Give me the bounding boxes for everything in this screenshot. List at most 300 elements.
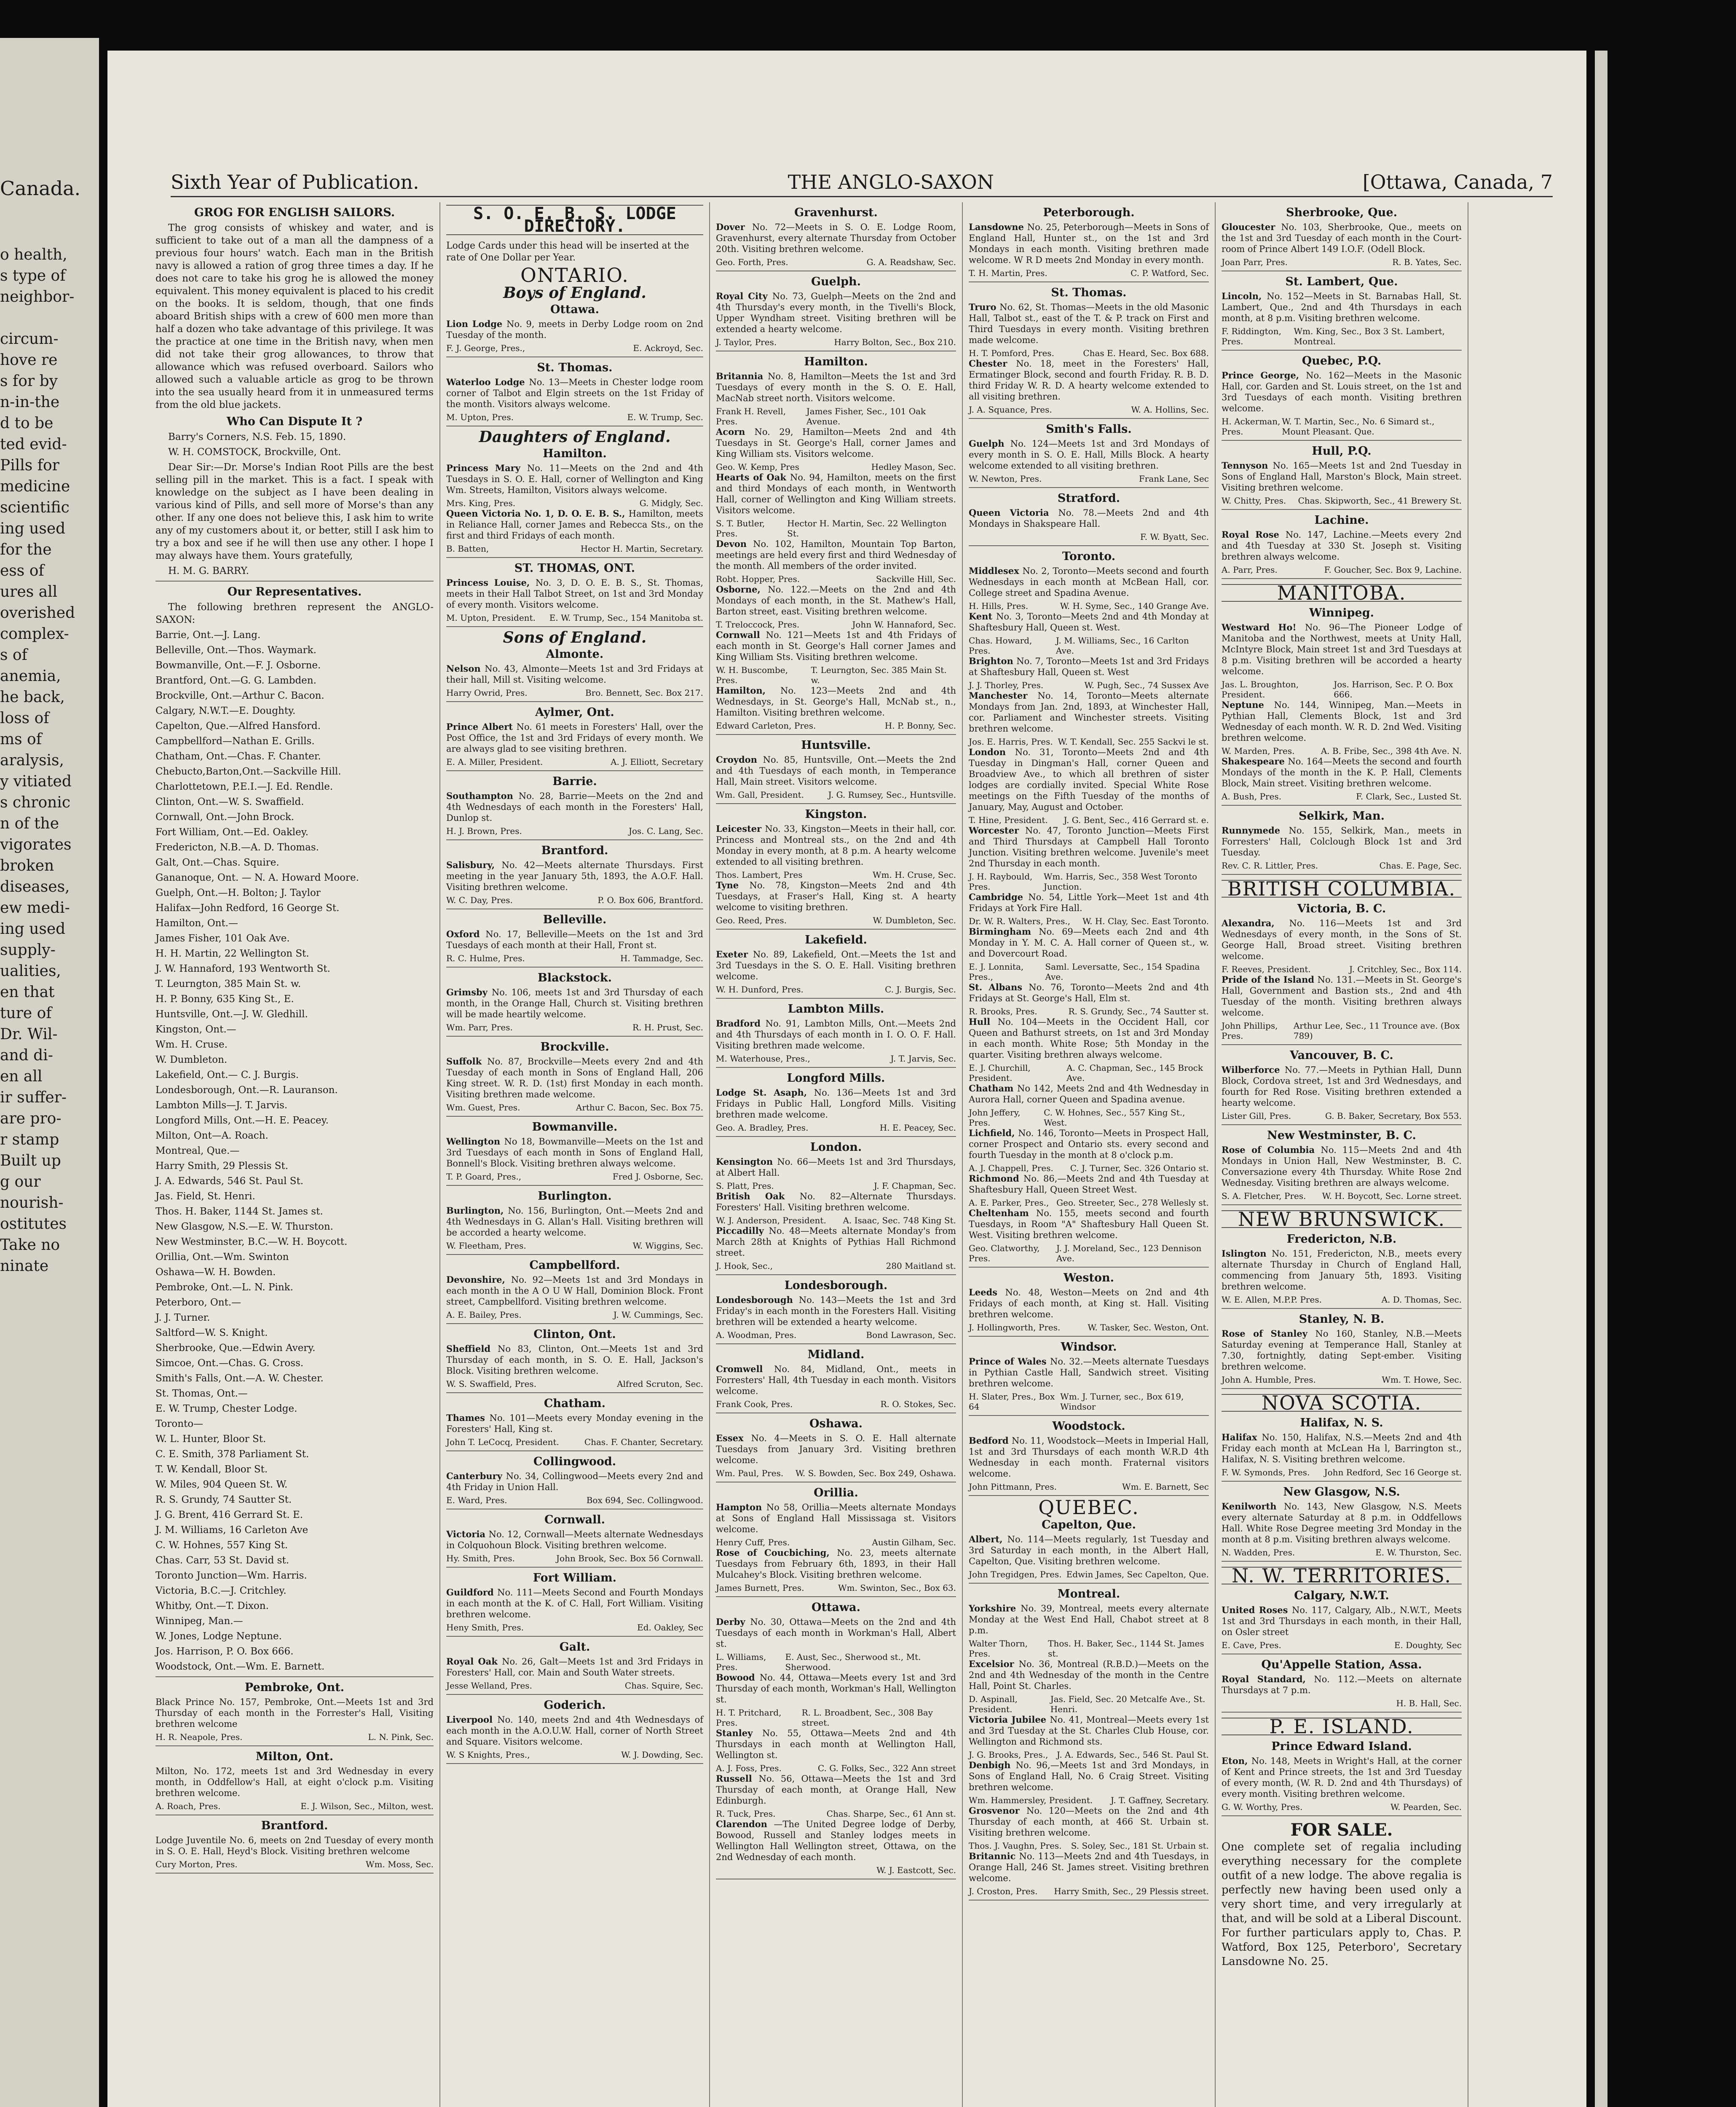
lodge-name: Lichfield, [969,1128,1018,1138]
officer-name: Harry Bolton, Sec., Box 210. [834,337,956,347]
page-header [171,171,1553,197]
paragraph: Campbellford—Nathan E. Grills. [155,736,315,747]
town-heading: Milton, Ont. [255,1750,334,1763]
lodge-card [969,438,1209,471]
paragraph: Pembroke, Ont.—L. N. Pink. [155,1282,293,1293]
lodge-name: Rose of Stanley [1222,1328,1315,1339]
divider [446,839,703,840]
officer-name: E. W. Thurston, Sec. [1375,1547,1462,1557]
lodge-card [446,860,703,893]
officer-name: Chas. Howard, Pres. [969,635,1032,656]
lodge-officers [969,1107,1209,1128]
town-heading: Quebec, P.Q. [1302,354,1382,367]
lodge-card [1222,1756,1462,1799]
town-heading: Kingston. [805,808,867,821]
town-heading: Aylmer, Ont. [535,706,614,719]
officer-name: John T. LeCocq, President. [446,1437,559,1447]
lodge-name: Suffolk [446,1056,488,1067]
lodge-card [969,302,1209,346]
lodge-officers [969,1482,1209,1492]
lodge-officers [969,601,1209,611]
lodge-details: No. 162—Meets in the Masonic Hall, cor. Garden and St. Louis street, on the 1st and 3rd Tuesdays of each month. Visiting brethren welcome. [1222,370,1462,413]
officer-name: Fred J. Osborne, Sec. [612,1171,703,1182]
lodge-officers [446,1622,703,1633]
lodge-details: No. 13—Meets in Chester lodge room corner of Talbot and Elgin streets on the 1st Friday of the month. Visitors always welcome. [446,377,703,409]
officer-name: L. Williams, Pres. [716,1652,766,1672]
lodge-name: Cheltenham [969,1208,1036,1218]
lodge-card [446,508,703,541]
paragraph: Hamilton, Ont.— [155,918,238,929]
lodge-name: Victoria Jubilee [969,1714,1050,1725]
officer-name: Cury Morton, Pres. [155,1859,238,1869]
town-heading: Longford Mills. [787,1072,885,1085]
officer-name: Chas. Sharpe, Sec., 61 Ann st. [826,1809,956,1819]
paragraph: Cornwall, Ont.—John Brock. [155,812,295,823]
lodge-details: No. 151, Fredericton, N.B., meets every alternate Thursday in Church of England Hall, commencing from January 5th, 1893. Visiting brethren welcome. [1222,1249,1462,1292]
town-heading: Winnipeg. [1309,606,1374,619]
officer-name: Dr. W. R. Walters, Pres., [969,916,1071,926]
lodge-officers [1222,1802,1462,1812]
lodge-officers [969,1569,1209,1579]
lodge-card [446,1714,703,1747]
lodge-name: Cromwell [716,1364,774,1374]
divider [446,770,703,771]
lodge-details: No. 30, Ottawa—Meets on the 2nd and 4th Tuesdays of each month in Workman's Hall, Albert st. [716,1617,956,1649]
town-heading: Calgary, N.W.T. [1294,1589,1389,1602]
lodge-card [969,1534,1209,1567]
officer-name: John Tregidgen, Pres. [969,1569,1062,1579]
lodge-name: Kensington [716,1156,777,1167]
lodge-card [446,663,703,685]
lodge-details: No. 61 meets in Foresters' Hall, over the Post Office, the 1st and 3rd Fridays of every month. We are always glad to see visiting brethren. [446,722,704,754]
lodge-officers [446,1437,703,1447]
officer-name: Wm. King, Sec., Box 3 St. Lambert, Montreal. [1294,326,1445,346]
lodge-officers [716,1215,956,1225]
lodge-name: Lion Lodge [446,319,507,329]
lodge-officers [969,474,1209,484]
lodge-details: No 18, Bowmanville—Meets on the 1st and 3rd Tuesdays of each month in Sons of England Hall, Bonnell's Block. Visiting brethren always welcome. [446,1137,703,1169]
officer-name: W. J. Anderson, President. [716,1215,826,1225]
town-heading: Lakefield. [805,933,867,946]
lodge-officers [716,1537,956,1547]
lodge-details: No. 12, Cornwall—Meets alternate Wednesdays in Colquohoun Block. Visiting brethren welcome. [446,1529,704,1550]
lodge-details: No. 78, Kingston—Meets 2nd and 4th Tuesdays, at Fraser's Hall, King st. A hearty welcome to visiting brethren. [716,880,956,912]
officer-name: A. Roach, Pres. [155,1801,221,1811]
lodge-officers [155,1732,434,1742]
lodge-card [1222,291,1462,324]
lodge-name: Wellington [446,1136,504,1147]
lodge-details: No. 106, meets 1st and 3rd Thursday of each month, in the Orange Hall, Church st. Visiting brethren will be made heartily welcome. [446,987,703,1019]
lodge-officers [446,1171,703,1182]
lodge-card [716,1616,956,1649]
lodge-details: No. 14, Toronto—Meets alternate Mondays from Jan. 2nd, 1893, at Winchester Hall, cor. Parliament and Winchester streets. Visiting brethren welcome. [969,691,1209,734]
officer-name: Jos. Harrison, Sec. P. O. Box 666. [1334,679,1453,700]
town-heading: Windsor. [1061,1340,1117,1354]
town-heading: Belleville. [543,913,607,926]
lodge-card [446,1274,703,1307]
lodge-officers [716,1708,956,1728]
lodge-name: Gloucester [1222,222,1281,232]
divider [1222,874,1462,875]
officer-name: Wm. H. Cruse, Sec. [872,870,956,880]
officer-name: F. Clark, Sec., Lusted St. [1356,791,1462,802]
lodge-name: Prince of Wales [969,1356,1050,1367]
province-quebec: QUEBEC. [1038,1496,1139,1519]
officer-name: M. Upton, President. [446,613,536,623]
divider [1222,1561,1462,1562]
lodge-card [716,291,956,335]
lodge-officers [969,1322,1209,1332]
officer-name: Thos. J. Vaughn, Pres. [969,1841,1062,1851]
town-heading: Brockville. [540,1040,609,1054]
officer-name: Frank H. Revell, Pres. [716,406,786,426]
officer-name: Arthur Lee, Sec., 11 Trounce ave. (Box 789) [1293,1021,1460,1041]
lodge-name: Neptune [1222,700,1274,710]
lodge-card [969,747,1209,812]
lodge-card [969,656,1209,678]
paragraph: Jas. Field, St. Henri. [155,1191,255,1202]
lodge-details: No. 92—Meets 1st and 3rd Mondays in each month in the A O U W Hall, Dominion Block. Front street, Campbellford. Visiting brethren welcome. [446,1275,703,1307]
lodge-name: Guelph [969,438,1010,449]
lodge-name: Prince George, [1222,370,1306,381]
lodge-card [716,880,956,913]
officer-name: John Redford, Sec 16 George st. [1324,1467,1462,1477]
lodge-name: Clarendon [716,1819,774,1829]
town-heading: London. [810,1141,862,1154]
lodge-details: No. 4—Meets in S. O. E. Hall alternate Tuesdays from January 3rd. Visiting brethren welcome. [716,1433,956,1465]
paragraph: Charlottetown, P.E.I.—J. Ed. Rendle. [155,781,333,792]
column-5 [1216,202,1468,2107]
lodge-name: Dover [716,222,752,232]
lodge-card [1222,1501,1462,1545]
officer-name: Chas. Skipworth, Sec., 41 Brewery St. [1298,496,1462,506]
paragraph: Jos. Harrison, P. O. Box 666. [155,1646,294,1657]
officer-name: John Brook, Sec. Box 56 Cornwall. [556,1553,703,1563]
divider [716,1136,956,1137]
paragraph: Huntsville, Ont.—J. W. Gledhill. [155,1009,308,1020]
lodge-card [969,982,1209,1004]
lodge-details: No. 143—Meets the 1st and 3rd Friday's in each month in the Foresters Hall. Visiting brethren will be extended a hearty welcome. [716,1295,956,1327]
lodge-card [1222,529,1462,562]
paragraph: Thos. H. Baker, 1144 St. James st. [155,1206,323,1217]
lodge-officers [716,1330,956,1340]
lodge-details: No. 164—Meets the second and fourth Mondays of the month in the K. P. Hall, Clements Block, Main street. Visiting brethren welcome. [1222,756,1462,788]
lodge-details: No. 39, Montreal, meets every alternate Monday at the West End Hall, Chabot street at 8 p.m. [969,1603,1209,1635]
lodge-name: Worcester [969,825,1025,836]
officer-name: H. Hills, Pres. [969,601,1029,611]
lodge-details: No. 104—Meets in the Occident Hall, cor Queen and Bathurst streets, on 1st and 3rd Monday in each month. White Rose; 5th Monday in the quarter. Visiting brethren always welcome. [969,1017,1209,1060]
lodge-name: Royal City [716,291,772,301]
paragraph: W. Miles, 904 Queen St. W. [155,1479,288,1490]
lodge-name: Devon [716,539,753,549]
lodge-officers [716,1181,956,1191]
officer-name: S. Soley, Sec., 181 St. Urbain st. [1071,1841,1209,1851]
lodge-card [1222,1328,1462,1372]
officer-name: C. J. Turner, Sec. 326 Ontario st. [1070,1163,1209,1173]
lodge-name: Albert, [969,1534,1007,1544]
officer-name: W. Pugh, Sec., 74 Sussex Ave [1084,680,1209,690]
officer-name: W. S Knights, Pres., [446,1750,530,1760]
divider [1222,440,1462,441]
officer-name: N. Wadden, Pres. [1222,1547,1295,1557]
officer-name: D. Aspinall, President. [969,1694,1018,1714]
quebec-lodges [969,1519,1209,1901]
lodge-card [1222,918,1462,962]
town-heading: Bowmanville. [532,1121,618,1134]
lodge-officers [155,1801,434,1811]
officer-name: J. G. Bent, Sec., 416 Gerrard st. e. [1064,815,1209,825]
lodge-card [446,1413,703,1434]
lodge-card [1222,1248,1462,1292]
paragraph: H. M. G. BARRY. [168,566,249,576]
officer-name: W. H. Clay, Sec. East Toronto. [1082,916,1209,926]
lodge-card [716,1156,956,1178]
lodge-details: No. 26, Galt—Meets 1st and 3rd Fridays in Foresters' Hall, cor. Main and South Water streets. [446,1657,703,1678]
lodge-card [716,1773,956,1806]
officer-name: W. Pearden, Sec. [1390,1802,1462,1812]
lodge-name: Queen Victoria No. 1, D. O. E. B. S., [446,508,629,519]
officer-name: J. J. Thorley, Pres. [969,680,1044,690]
officer-name: G. Midgly, Sec. [639,498,703,508]
lodge-details: No. 48—Meets alternate Monday's from March 28th at Knights of Pythias Hall Richmond street. [716,1226,956,1258]
new-brunswick-lodges [1222,1233,1462,1389]
officer-name: Wm. J. Turner, sec., Box 619, Windsor [1060,1391,1184,1412]
lodge-officers [1222,860,1462,871]
lodge-officers [1222,496,1462,506]
daughters-of-england-lodges [446,448,703,627]
lodge-details: No. 73, Guelph—Meets on the 2nd and 4th Thursday's every month, in the Tivelli's Block, Upper Wyndham street. Visiting brethren will be extended a hearty welcome. [716,291,956,334]
lodge-officers [1222,1111,1462,1121]
lodge-card [446,1136,703,1169]
lodge-officers [446,1681,703,1691]
sons-of-england-lodges [446,648,703,1764]
lodge-name: Runnymede [1222,825,1289,836]
lodge-name: Hearts of Oak [716,472,790,483]
officer-name: A. B. Fribe, Sec., 398 4th Ave. N. [1321,746,1462,756]
town-heading: Campbellford. [529,1259,620,1272]
lodge-officers [446,343,703,353]
lodge-name: Queen Victoria [969,507,1058,518]
officer-name: Chas E. Heard, Sec. Box 688. [1083,348,1209,358]
officer-name: M. Upton, Pres. [446,412,514,422]
paragraph: J. M. Williams, 16 Carleton Ave [155,1525,308,1536]
lodge-card: Lodge Juventile No. 6, meets on 2nd Tuesday of every month in S. O. E. Hall, Heyd's Block. Visiting brethren welcome [155,1835,434,1856]
lodge-officers [716,1399,956,1409]
lodge-name: Lansdowne [969,222,1027,232]
officer-name: Edwin James, Sec Capelton, Que. [1066,1569,1209,1579]
paragraph: Fort William, Ont.—Ed. Oakley. [155,827,308,838]
officer-name: E. Cave, Pres. [1222,1640,1281,1650]
divider [716,734,956,735]
lodge-card [716,1433,956,1466]
lodge-details: No 58, Orillia—Meets alternate Mondays at Sons of England Hall Mississaga st. Visitors welcome. [716,1502,956,1534]
lodge-details: No. 33, Kingston—Meets in their hall, cor. Princess and Montreal sts., on the 2nd and 4th Monday in every month, at 8 p.m. A hearty welcome extended to all visiting brethren. [716,824,956,867]
lodge-name: Royal Rose [1222,529,1286,540]
lodge-officers [969,532,1209,542]
officer-name: H. Tammadge, Sec. [620,953,703,963]
divider [446,1185,703,1186]
paragraph: W. Dumbleton. [155,1054,228,1065]
lodge-officers [716,518,956,539]
lodge-details: No. 36, Montreal (R.B.D.)—Meets on the 2nd and 4th Wednesday of the month in the Centre Hall, Point St. Charles. [969,1659,1209,1691]
officer-name: Wm. Swinton, Sec., Box 63. [838,1583,956,1593]
lodge-card [969,1805,1209,1838]
lodge-officers [969,737,1209,747]
lodge-name: Londesborough [716,1295,799,1305]
divider [969,1900,1209,1901]
lodge-officers [1222,1467,1462,1477]
officer-name: John Jeffery, Pres. [969,1107,1021,1128]
officer-name: Hector H. Martin, Secretary. [580,544,703,554]
lodge-card [716,1087,956,1120]
lodge-officers [1222,1191,1462,1201]
lodge-details: No. 11, Woodstock—Meets in Imperial Hall, 1st and 3rd Thursdays of each month W.R.D 4th Wednesday in each month. Fraternal visitors welcome. [969,1436,1209,1479]
officer-name: Wm. Paul, Pres. [716,1468,784,1478]
lodge-details: No. 32.—Meets alternate Tuesdays in Pythian Castle Hall, Sandwich street. Visiting brethren welcome. [969,1356,1209,1389]
lodge-card: Milton, No. 172, meets 1st and 3rd Wednesday in every month, in Oddfellow's Hall, at eight o'clock p.m. Visiting brethren welcome. [155,1766,434,1798]
lodge-card [716,1018,956,1051]
lodge-details: No. 69—Meets each 2nd and 4th Monday in Y. M. C. A. Hall corner of Queen st., w. and Dovercourt Road. [969,927,1209,959]
officer-name: Alfred Scruton, Sec. [617,1379,703,1389]
officer-name: Austin Gilham, Sec. [872,1537,956,1547]
town-heading: Hamilton. [543,447,607,460]
lodge-name: Lincoln, [1222,291,1267,301]
lodge-details: No. 117, Calgary, Alb., N.W.T., Meets 1st and 3rd Thursdays in each month, in their Hall, on Osler street [1222,1605,1462,1637]
officer-name: Chas. Squire, Sec. [624,1681,703,1691]
officer-name: T. Treloccock, Pres. [716,619,800,630]
lodge-name: Princess Louise, [446,577,536,588]
lodge-officers [446,1553,703,1563]
officer-name: Robt. Hopper, Pres. [716,574,800,584]
divider [969,418,1209,419]
lodge-officers [446,757,703,767]
lodge-officers [969,1795,1209,1805]
officer-name: W. Newton, Pres. [969,474,1042,484]
paragraph: Kingston, Ont.— [155,1024,236,1035]
divider [1222,1481,1462,1482]
lodge-officers [716,619,956,630]
paragraph: Victoria, B.C.—J. Critchley. [155,1585,287,1596]
lodge-card [969,1714,1209,1747]
lodge-card [1222,756,1462,789]
lodge-card [716,371,956,404]
lodge-name: Liverpool [446,1714,498,1725]
officer-name: A. E. Parker, Pres., [969,1198,1049,1208]
province-nova-scotia: NOVA SCOTIA. [1222,1394,1462,1412]
town-heading: Ottawa. [811,1601,861,1614]
divider [1222,1124,1462,1125]
lodge-officers [716,1054,956,1064]
paragraph: Calgary, N.W.T.—E. Doughty. [155,705,296,716]
lodge-name: Canterbury [446,1471,506,1481]
paragraph: Londesborough, Ont.—R. Lauranson. [155,1085,338,1096]
lodge-details: No. 155, Selkirk, Man., meets in Forresters' Hall, Colclough Block 1st and 3rd Tuesday. [1222,826,1462,858]
lodge-name: Britannia [716,371,768,381]
lodge-officers [1222,791,1462,802]
divider [155,1873,434,1874]
paragraph: New Westminster, B.C.—W. H. Boycott. [155,1236,348,1247]
lodge-officers [1222,565,1462,575]
lodge-officers [716,574,956,584]
lodge-details: No. 66—Meets 1st and 3rd Thursdays, at Albert Hall. [716,1157,956,1178]
officer-name: Jas. L. Broughton, President. [1222,679,1299,700]
lodge-card [1222,825,1462,858]
paragraph: J. G. Brent, 416 Gerrard St. E. [155,1509,303,1520]
lodge-card [716,630,956,662]
lodge-name: Piccadilly [716,1225,769,1236]
town-heading: Fort William. [533,1571,617,1584]
lodge-officers [969,405,1209,415]
representatives-intro: The following brethren represent the ANGLO-SAXON: [155,602,434,625]
officer-name: J. Hollingworth, Pres. [969,1322,1061,1332]
officer-name: Geo. Clatworthy, Pres. [969,1243,1040,1263]
paragraph: Barrie, Ont.—J. Lang. [155,630,261,641]
lodge-details: No. 25, Peterborough—Meets in Sons of England Hall, Hunter st., on the 1st and 3rd Mondays in each month. Visiting brethren made welcome. W R D meets 2nd Monday in every month. [969,222,1209,265]
officer-name: W. Wiggins, Sec. [632,1241,703,1251]
officer-name: H. Slater, Pres., Box 64 [969,1391,1055,1412]
province-british-columbia: BRITISH COLUMBIA. [1222,880,1462,898]
lodge-officers [969,916,1209,926]
paragraph: J. A. Edwards, 546 St. Paul St. [155,1176,304,1187]
officer-name: E. Doughty, Sec [1394,1640,1462,1650]
paragraph: Halifax—John Redford, 16 George St. [155,903,340,914]
officer-name: S. Platt, Pres. [716,1181,774,1191]
lodge-details: No. 62, St. Thomas—Meets in the old Masonic Hall, Talbot st., east of the T. & P. track on First and Third Tuesdays in every month. Visiting brethren made welcome. [969,302,1209,345]
lodge-details: No. 55, Ottawa—Meets 2nd and 4th Thursdays in each month at Wellington Hall, Wellington st. [716,1728,956,1760]
lodge-card [969,1128,1209,1161]
town-heading: Prince Edward Island. [1271,1740,1412,1753]
officer-name: A. Woodman, Pres. [716,1330,797,1340]
newspaper-page [107,51,1586,2107]
town-heading: Brantford. [261,1819,328,1832]
paragraph: Woodstock, Ont.—Wm. E. Barnett. [155,1661,325,1672]
officer-name: Wm. Guest, Pres. [446,1102,520,1112]
officer-name: A. Isaac, Sec. 748 King St. [843,1215,956,1225]
lodge-card [1222,1605,1462,1638]
divider [446,1254,703,1255]
lodge-name: Tyne [716,880,750,890]
paragraph: Milton, Ont—A. Roach. [155,1130,268,1141]
lodge-officers [716,257,956,267]
officer-name: W. J. Eastcott, Sec. [876,1865,956,1875]
officer-name: A. J. Elliott, Secretary [611,757,703,767]
lodge-officers [1222,416,1462,437]
lodge-details: No. 121—Meets 1st and 4th Fridays of each month in St. George's Hall corner James and King William Sts. Visiting brethren welcome. [716,630,956,662]
town-heading: Almonte. [546,648,604,661]
lodge-officers [716,1652,956,1672]
lodge-details: No. 11—Meets on the 2nd and 4th Tuesdays in S. O. E. Hall, corner of Wellington and King Wm. Streets, Hamilton, Visitors always welcome. [446,463,704,495]
lodge-officers [1222,746,1462,756]
divider [446,1694,703,1695]
paragraph: Orillia, Ont.—Wm. Swinton [155,1252,289,1263]
lodge-details: No. 28, Barrie—Meets on the 2nd and 4th Wednesdays of each month in the Foresters' Hall, Dunlop st. [446,791,703,823]
officer-name: F. Riddington, Pres. [1222,326,1281,346]
lodge-name: Princess Mary [446,463,527,473]
divider [1222,1388,1462,1389]
officer-name: C. G. Folks, Sec., 322 Ann street [817,1763,956,1773]
officer-name: G. A. Readshaw, Sec. [866,257,956,267]
officer-name: Heny Smith, Pres. [446,1622,524,1633]
lodge-name: Hamilton, [716,685,781,696]
lodge-card [716,754,956,787]
officer-name: W. S. Bowden, Sec. Box 249, Oshawa. [795,1468,956,1478]
officer-name: Wm. Gall, President. [716,790,804,800]
lodge-card [969,566,1209,598]
town-heading: Stratford. [1057,492,1120,505]
adjacent-page-text: o health, s type of neighbor- circum- hove re s for by n-in-the d to be ted evid- Pills for medicine scientific ing used for the ess of ures all overished complex- s of anemia, he back, loss of ms of aralysis, y vitiated s chronic n of the vigorates broken diseases, ew medi- ing used supply- ualities, en that ture of Dr. Wil- and di- en all ir suffer- are pro- r stamp Built up g our nourish- ostitutes Take no ninate [0,246,75,1275]
lodge-name: Brighton [969,656,1017,666]
divider [969,487,1209,488]
